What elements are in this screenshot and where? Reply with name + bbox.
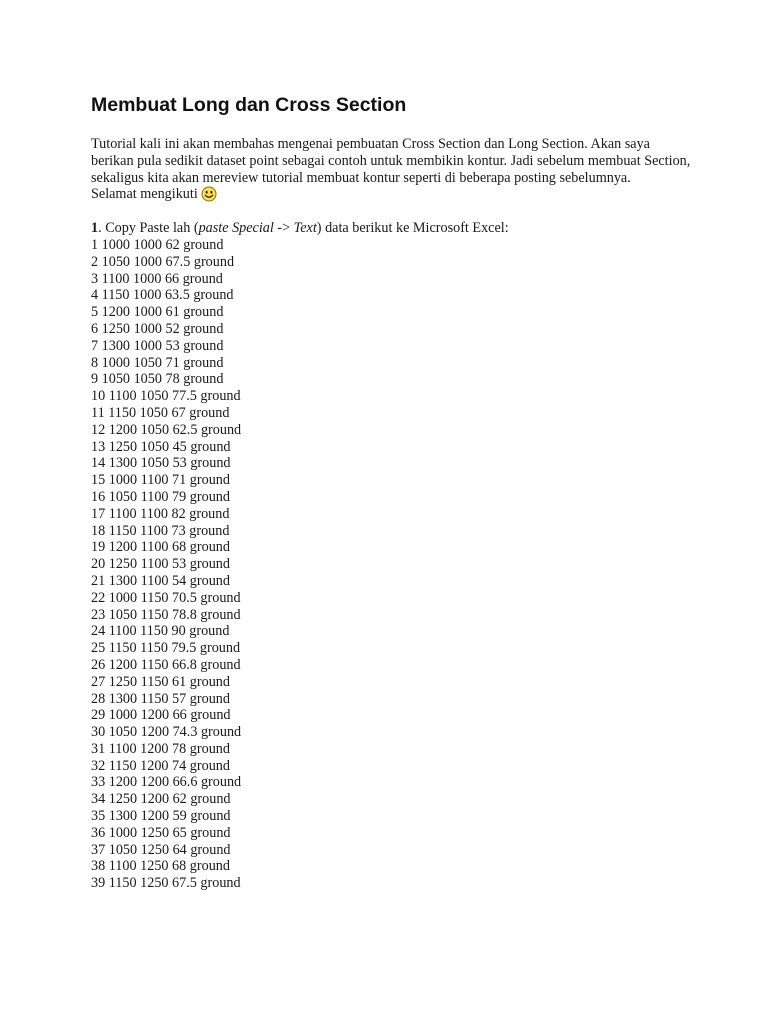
data-row: 19 1200 1100 68 ground bbox=[91, 539, 230, 556]
page-title: Membuat Long dan Cross Section bbox=[91, 94, 407, 116]
step-italic-text: Text bbox=[293, 220, 317, 237]
data-row: 24 1100 1150 90 ground bbox=[91, 623, 230, 640]
data-row: 7 1300 1000 53 ground bbox=[91, 337, 224, 354]
greeting-line bbox=[91, 186, 691, 203]
data-row: 21 1300 1100 54 ground bbox=[91, 572, 230, 589]
data-row: 35 1300 1200 59 ground bbox=[91, 808, 231, 825]
data-row: 9 1050 1050 78 ground bbox=[91, 371, 224, 388]
data-row: 38 1100 1250 68 ground bbox=[91, 858, 230, 875]
document-page bbox=[91, 93, 691, 892]
data-row: 30 1050 1200 74.3 ground bbox=[91, 724, 242, 741]
data-row: 22 1000 1150 70.5 ground bbox=[91, 589, 241, 606]
data-row: 15 1000 1100 71 ground bbox=[91, 472, 230, 489]
data-row: 3 1100 1000 66 ground bbox=[91, 270, 223, 287]
data-row: 18 1150 1100 73 ground bbox=[91, 522, 230, 539]
data-row: 11 1150 1050 67 ground bbox=[91, 404, 230, 421]
data-row: 10 1100 1050 77.5 ground bbox=[91, 388, 241, 405]
data-row: 8 1000 1050 71 ground bbox=[91, 354, 224, 371]
data-row: 28 1300 1150 57 ground bbox=[91, 690, 230, 707]
data-row: 1 1000 1000 62 ground bbox=[91, 236, 224, 253]
data-row: 36 1000 1250 65 ground bbox=[91, 824, 231, 841]
greeting-text: Selamat mengikuti bbox=[91, 186, 198, 203]
smiley-emoticon-icon bbox=[201, 186, 215, 200]
data-row: 33 1200 1200 66.6 ground bbox=[91, 774, 242, 791]
data-row: 16 1050 1100 79 ground bbox=[91, 488, 230, 505]
intro-section bbox=[91, 136, 691, 203]
data-row: 29 1000 1200 66 ground bbox=[91, 707, 231, 724]
data-row: 39 1150 1250 67.5 ground bbox=[91, 875, 241, 892]
step-italic-paste-special: paste Special bbox=[198, 220, 274, 237]
data-row: 2 1050 1000 67.5 ground bbox=[91, 253, 235, 270]
data-row: 4 1150 1000 63.5 ground bbox=[91, 287, 234, 304]
data-row: 26 1200 1150 66.8 ground bbox=[91, 656, 241, 673]
data-row: 6 1250 1000 52 ground bbox=[91, 320, 224, 337]
step-text-after: ) data berikut ke Microsoft Excel: bbox=[316, 220, 509, 237]
step-text-before: . Copy Paste lah ( bbox=[98, 220, 199, 237]
data-row: 25 1150 1150 79.5 ground bbox=[91, 640, 241, 657]
data-row: 34 1250 1200 62 ground bbox=[91, 791, 231, 808]
step-arrow: -> bbox=[273, 220, 294, 237]
data-row: 13 1250 1050 45 ground bbox=[91, 438, 231, 455]
intro-paragraph: Tutorial kali ini akan membahas mengenai pembuatan Cross Section dan Long Section. Akan saya berikan pula sedikit dataset point sebagai contoh untuk membikin kontur. Jadi sebelum membuat Section, sekaligus kita akan mereview tutorial membuat kontur seperti di beberapa posting sebelumnya. bbox=[91, 136, 691, 186]
point-data-list bbox=[91, 237, 691, 892]
data-row: 31 1100 1200 78 ground bbox=[91, 740, 230, 757]
data-row: 20 1250 1100 53 ground bbox=[91, 556, 230, 573]
data-row: 23 1050 1150 78.8 ground bbox=[91, 606, 241, 623]
data-row: 27 1250 1150 61 ground bbox=[91, 673, 230, 690]
step-number: 1 bbox=[91, 220, 99, 237]
step-1-instruction bbox=[91, 220, 691, 237]
data-row: 5 1200 1000 61 ground bbox=[91, 304, 224, 321]
step-1-section bbox=[91, 220, 691, 892]
data-row: 14 1300 1050 53 ground bbox=[91, 455, 231, 472]
data-row: 37 1050 1250 64 ground bbox=[91, 841, 231, 858]
data-row: 12 1200 1050 62.5 ground bbox=[91, 421, 242, 438]
data-row: 17 1100 1100 82 ground bbox=[91, 505, 230, 522]
data-row: 32 1150 1200 74 ground bbox=[91, 757, 230, 774]
